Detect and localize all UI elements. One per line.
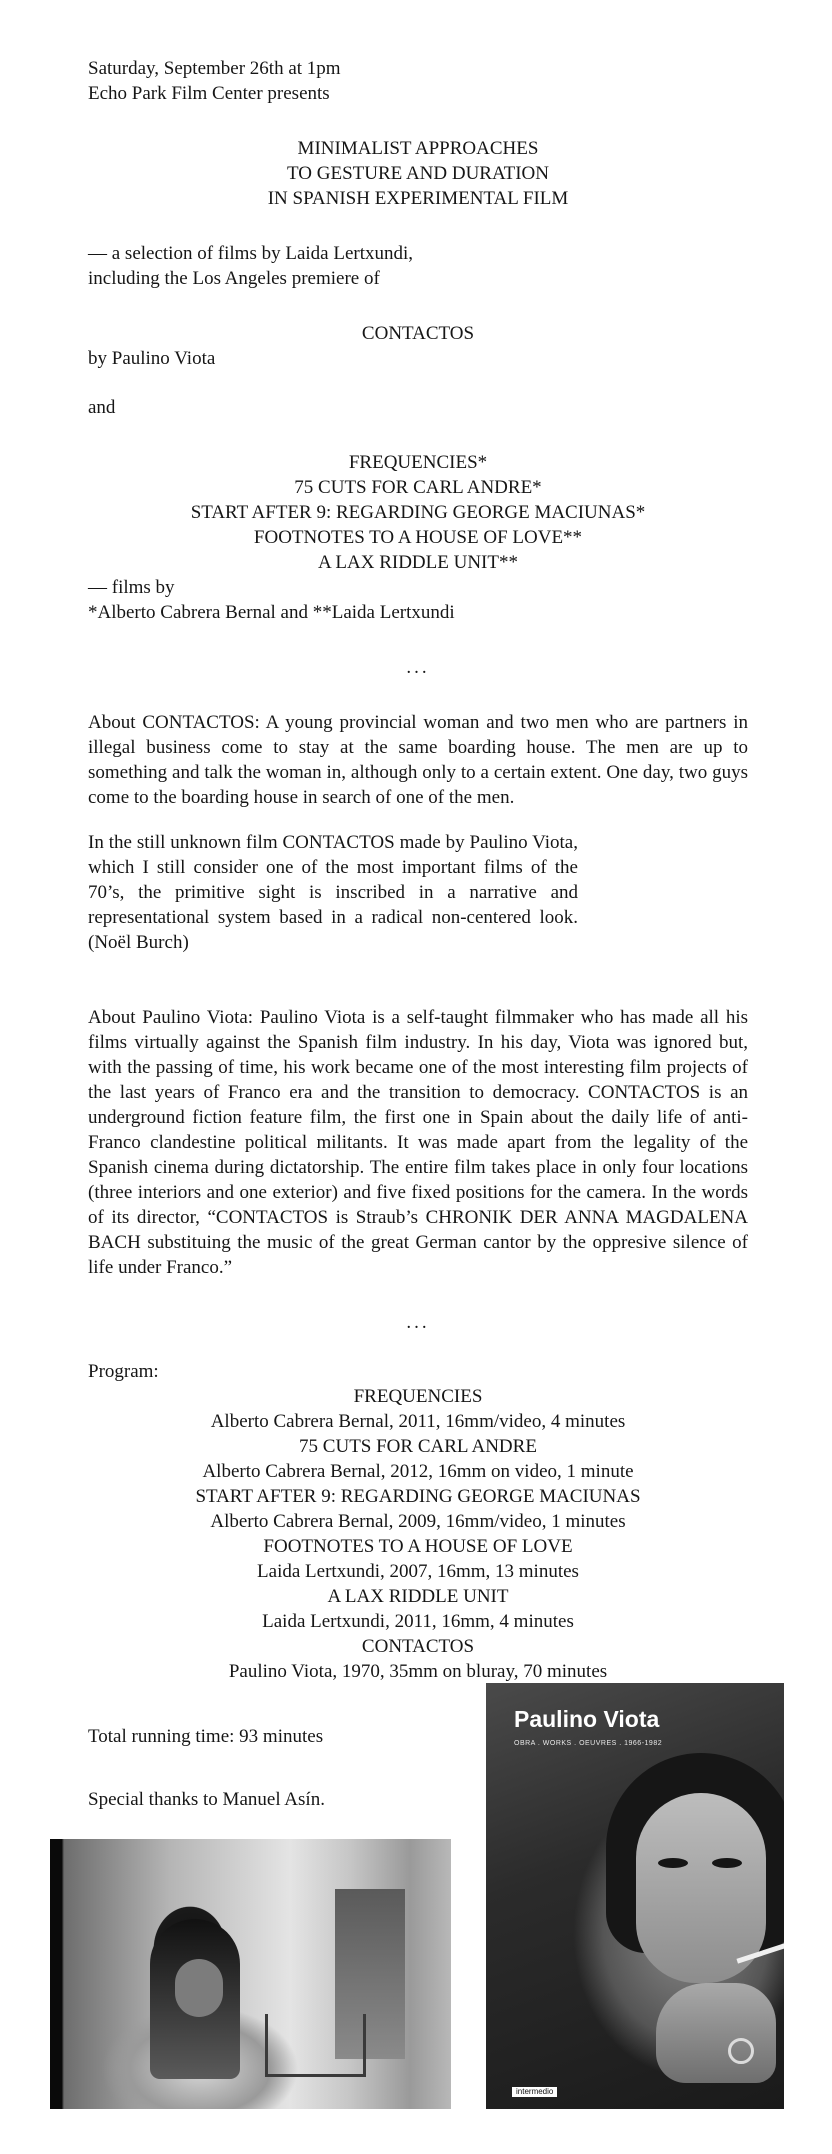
separator: ... bbox=[406, 657, 430, 678]
film-still-photo bbox=[50, 1839, 451, 2109]
films-by-line: — films by bbox=[88, 577, 175, 598]
short-film-title: START AFTER 9: REGARDING GEORGE MACIUNAS* bbox=[190, 502, 646, 523]
cover-subtitle: OBRA . WORKS . OEUVRES . 1966-1982 bbox=[514, 1740, 663, 1747]
publisher-logo: intermedio bbox=[512, 2087, 557, 2097]
cover-title: Paulino Viota bbox=[514, 1706, 660, 1732]
intro-line: including the Los Angeles premiere of bbox=[88, 268, 380, 289]
dvd-cover-image bbox=[486, 1683, 784, 2109]
about-viota: About Paulino Viota: Paulino Viota is a self-taught filmmaker who has made all his films virtually against the Spanish film industry. In his day, Viota was ignored but, with the passing of time, his work became one of the most interesting film projects of the last years of Franco era and the transition to democracy. CONTACTOS is an underground fiction feature film, the first one in Spain about the daily life of anti-Franco clandestine political militants. It was made apart from the legality of the Spanish cinema during dictatorship. The entire film takes place in only four locations (three interiors and one exterior) and five fixed positions for the camera. In the words of its director, “CONTACTOS is Straub’s CHRONIK DER ANNA MAGDALENA BACH substituing the music of the great German cantor by the oppresive silence of life under Franco.” bbox=[88, 1007, 748, 1278]
total-running-time: Total running time: 93 minutes bbox=[88, 1726, 324, 1747]
films-by-line: *Alberto Cabrera Bernal and **Laida Lertxundi bbox=[88, 602, 455, 623]
program-item-details: Paulino Viota, 1970, 35mm on bluray, 70 minutes bbox=[228, 1661, 608, 1682]
program-item-title: CONTACTOS bbox=[361, 1636, 475, 1657]
burch-quote: In the still unknown film CONTACTOS made by Paulino Viota, which I still consider one of the most important films of the 70’s, the primitive sight is inscribed in a narrative and representational system based in a radical non-centered look. (Noël Burch) bbox=[88, 832, 578, 953]
program-item-details: Laida Lertxundi, 2007, 16mm, 13 minutes bbox=[257, 1561, 579, 1582]
cover-eye bbox=[712, 1858, 742, 1868]
program-title bbox=[88, 136, 748, 211]
program-item-details: Laida Lertxundi, 2011, 16mm, 4 minutes bbox=[262, 1611, 574, 1632]
special-thanks: Special thanks to Manuel Asín. bbox=[88, 1789, 325, 1810]
program-label: Program: bbox=[88, 1361, 159, 1382]
ring bbox=[728, 2038, 754, 2064]
cover-hand bbox=[656, 1983, 776, 2083]
program-item-details: Alberto Cabrera Bernal, 2011, 16mm/video, 4 minutes bbox=[210, 1411, 626, 1432]
program-item-title: FREQUENCIES bbox=[353, 1386, 483, 1407]
program-item-title: START AFTER 9: REGARDING GEORGE MACIUNAS bbox=[195, 1486, 641, 1507]
about-contactos: About CONTACTOS: A young provincial woman and two men who are partners in illegal business come to stay at the same boarding house. The men are up to something and talk the woman in, although only to a certain extent. One day, two guys come to the boarding house in search of one of the men. bbox=[88, 712, 748, 808]
title-line: MINIMALIST APPROACHES bbox=[297, 138, 539, 159]
program-item-details: Alberto Cabrera Bernal, 2012, 16mm on video, 1 minute bbox=[202, 1461, 634, 1482]
and-word: and bbox=[88, 397, 116, 418]
event-date: Saturday, September 26th at 1pm bbox=[88, 58, 341, 79]
film-edge bbox=[50, 1839, 62, 2109]
chair bbox=[265, 2014, 366, 2077]
woman-face bbox=[175, 1959, 223, 2017]
short-films-list bbox=[88, 450, 748, 575]
short-film-title: FREQUENCIES* bbox=[348, 452, 488, 473]
title-line: IN SPANISH EXPERIMENTAL FILM bbox=[267, 188, 569, 209]
separator: ... bbox=[406, 1312, 430, 1333]
program-list bbox=[88, 1384, 748, 1684]
title-line: TO GESTURE AND DURATION bbox=[287, 163, 549, 184]
cover-eye bbox=[658, 1858, 688, 1868]
program-item-details: Alberto Cabrera Bernal, 2009, 16mm/video, 1 minutes bbox=[210, 1511, 626, 1532]
intro-line: — a selection of films by Laida Lertxundi, bbox=[88, 243, 414, 264]
short-film-title: 75 CUTS FOR CARL ANDRE* bbox=[294, 477, 542, 498]
premiere-title: CONTACTOS bbox=[361, 323, 475, 344]
flyer-text bbox=[88, 56, 748, 1812]
program-item-title: FOOTNOTES TO A HOUSE OF LOVE bbox=[263, 1536, 573, 1557]
short-film-title: FOOTNOTES TO A HOUSE OF LOVE** bbox=[253, 527, 583, 548]
program-item-title: A LAX RIDDLE UNIT bbox=[327, 1586, 509, 1607]
program-item-title: 75 CUTS FOR CARL ANDRE bbox=[299, 1436, 537, 1457]
presenter: Echo Park Film Center presents bbox=[88, 83, 330, 104]
premiere-director: by Paulino Viota bbox=[88, 348, 216, 369]
short-film-title: A LAX RIDDLE UNIT** bbox=[317, 552, 518, 573]
